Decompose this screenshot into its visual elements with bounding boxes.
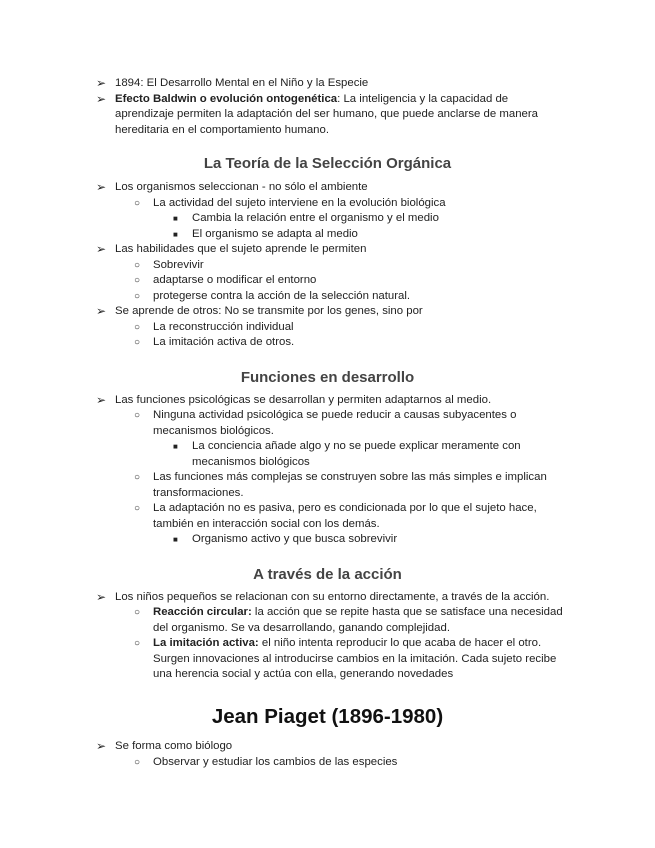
list-item: Las habilidades que el sujeto aprende le permiten <box>115 243 367 255</box>
section-heading-funciones: Funciones en desarrollo <box>240 369 415 386</box>
reaccion-circular-definition: la acción que se repite hasta que se satisface una necesidad <box>251 606 563 618</box>
list-item: La adaptación no es pasiva, pero es condicionada por lo que el sujeto hace, <box>153 502 537 514</box>
circle-bullet-icon: ○ <box>134 260 141 271</box>
arrow-bullet-icon: ➢ <box>96 92 107 106</box>
list-item-continuation: Surgen innovaciones al introducirse cambios en la imitación. Cada sujeto recibe <box>153 653 557 665</box>
circle-bullet-icon: ○ <box>134 503 141 514</box>
square-bullet-icon: ■ <box>173 230 178 239</box>
circle-bullet-icon: ○ <box>134 638 141 649</box>
section-heading-seleccion-organica: La Teoría de la Selección Orgánica <box>203 155 452 172</box>
intro-item-2-line-2: aprendizaje permiten la adaptación del ser humano, que puede anclarse de manera <box>115 108 538 120</box>
arrow-bullet-icon: ➢ <box>96 739 107 753</box>
list-item-continuation: una herencia social y actúa con ella, generando novedades <box>153 668 454 680</box>
list-item: Las funciones más complejas se construyen sobre las más simples e implican <box>153 471 547 483</box>
page-title-jean-piaget: Jean Piaget (1896-1980) <box>211 705 444 728</box>
circle-bullet-icon: ○ <box>134 322 141 333</box>
list-item-continuation: mecanismos biológicos. <box>153 425 274 437</box>
list-item: Los niños pequeños se relacionan con su entorno directamente, a través de la acción. <box>115 591 550 603</box>
list-item-continuation: también en interacción social con los demás. <box>153 518 380 530</box>
square-bullet-icon: ■ <box>173 442 178 451</box>
list-item: La imitación activa de otros. <box>153 336 295 348</box>
list-item: Las funciones psicológicas se desarrollan y permiten adaptarnos al medio. <box>115 394 492 406</box>
arrow-bullet-icon: ➢ <box>96 304 107 318</box>
arrow-bullet-icon: ➢ <box>96 242 107 256</box>
intro-item-1: 1894: El Desarrollo Mental en el Niño y la Especie <box>115 77 369 89</box>
list-item-continuation: mecanismos biológicos <box>192 456 310 468</box>
baldwin-term: Efecto Baldwin o evolución ontogenética <box>115 93 338 105</box>
list-item: Los organismos seleccionan - no sólo el ambiente <box>115 181 368 193</box>
list-item: El organismo se adapta al medio <box>192 228 358 240</box>
square-bullet-icon: ■ <box>173 535 178 544</box>
list-item: La reconstrucción individual <box>153 321 294 333</box>
list-item <box>153 636 541 652</box>
list-item: La conciencia añade algo y no se puede explicar meramente con <box>192 440 521 452</box>
circle-bullet-icon: ○ <box>134 291 141 302</box>
list-item <box>153 605 563 621</box>
circle-bullet-icon: ○ <box>134 607 141 618</box>
circle-bullet-icon: ○ <box>134 757 141 768</box>
list-item: Ninguna actividad psicológica se puede reducir a causas subyacentes o <box>153 409 517 421</box>
circle-bullet-icon: ○ <box>134 410 141 421</box>
circle-bullet-icon: ○ <box>134 472 141 483</box>
baldwin-definition: : La inteligencia y la capacidad de <box>337 93 509 105</box>
list-item: Sobrevivir <box>153 259 204 271</box>
list-item: adaptarse o modificar el entorno <box>153 274 317 286</box>
section-heading-accion: A través de la acción <box>253 566 402 583</box>
imitacion-activa-term: La imitación activa: <box>153 637 259 649</box>
square-bullet-icon: ■ <box>173 214 178 223</box>
list-item-continuation: del organismo. Se va desarrollando, ganando complejidad. <box>153 622 450 634</box>
list-item: Se forma como biólogo <box>115 740 233 752</box>
circle-bullet-icon: ○ <box>134 275 141 286</box>
list-item: Cambia la relación entre el organismo y el medio <box>192 212 439 224</box>
list-item: protegerse contra la acción de la selección natural. <box>153 290 411 302</box>
intro-item-2-line-3: hereditaria en el comportamiento humano. <box>115 124 330 136</box>
imitacion-activa-definition: el niño intenta reproducir lo que acaba de hacer el otro. <box>258 637 542 649</box>
circle-bullet-icon: ○ <box>134 198 141 209</box>
circle-bullet-icon: ○ <box>134 337 141 348</box>
list-item: Se aprende de otros: No se transmite por los genes, sino por <box>115 305 423 317</box>
arrow-bullet-icon: ➢ <box>96 180 107 194</box>
arrow-bullet-icon: ➢ <box>96 76 107 90</box>
list-item: Organismo activo y que busca sobrevivir <box>192 533 398 545</box>
arrow-bullet-icon: ➢ <box>96 590 107 604</box>
reaccion-circular-term: Reacción circular: <box>153 606 252 618</box>
intro-item-2 <box>115 92 508 108</box>
list-item: Observar y estudiar los cambios de las especies <box>153 756 398 768</box>
list-item-continuation: transformaciones. <box>153 487 244 499</box>
arrow-bullet-icon: ➢ <box>96 393 107 407</box>
list-item: La actividad del sujeto interviene en la evolución biológica <box>153 197 446 209</box>
